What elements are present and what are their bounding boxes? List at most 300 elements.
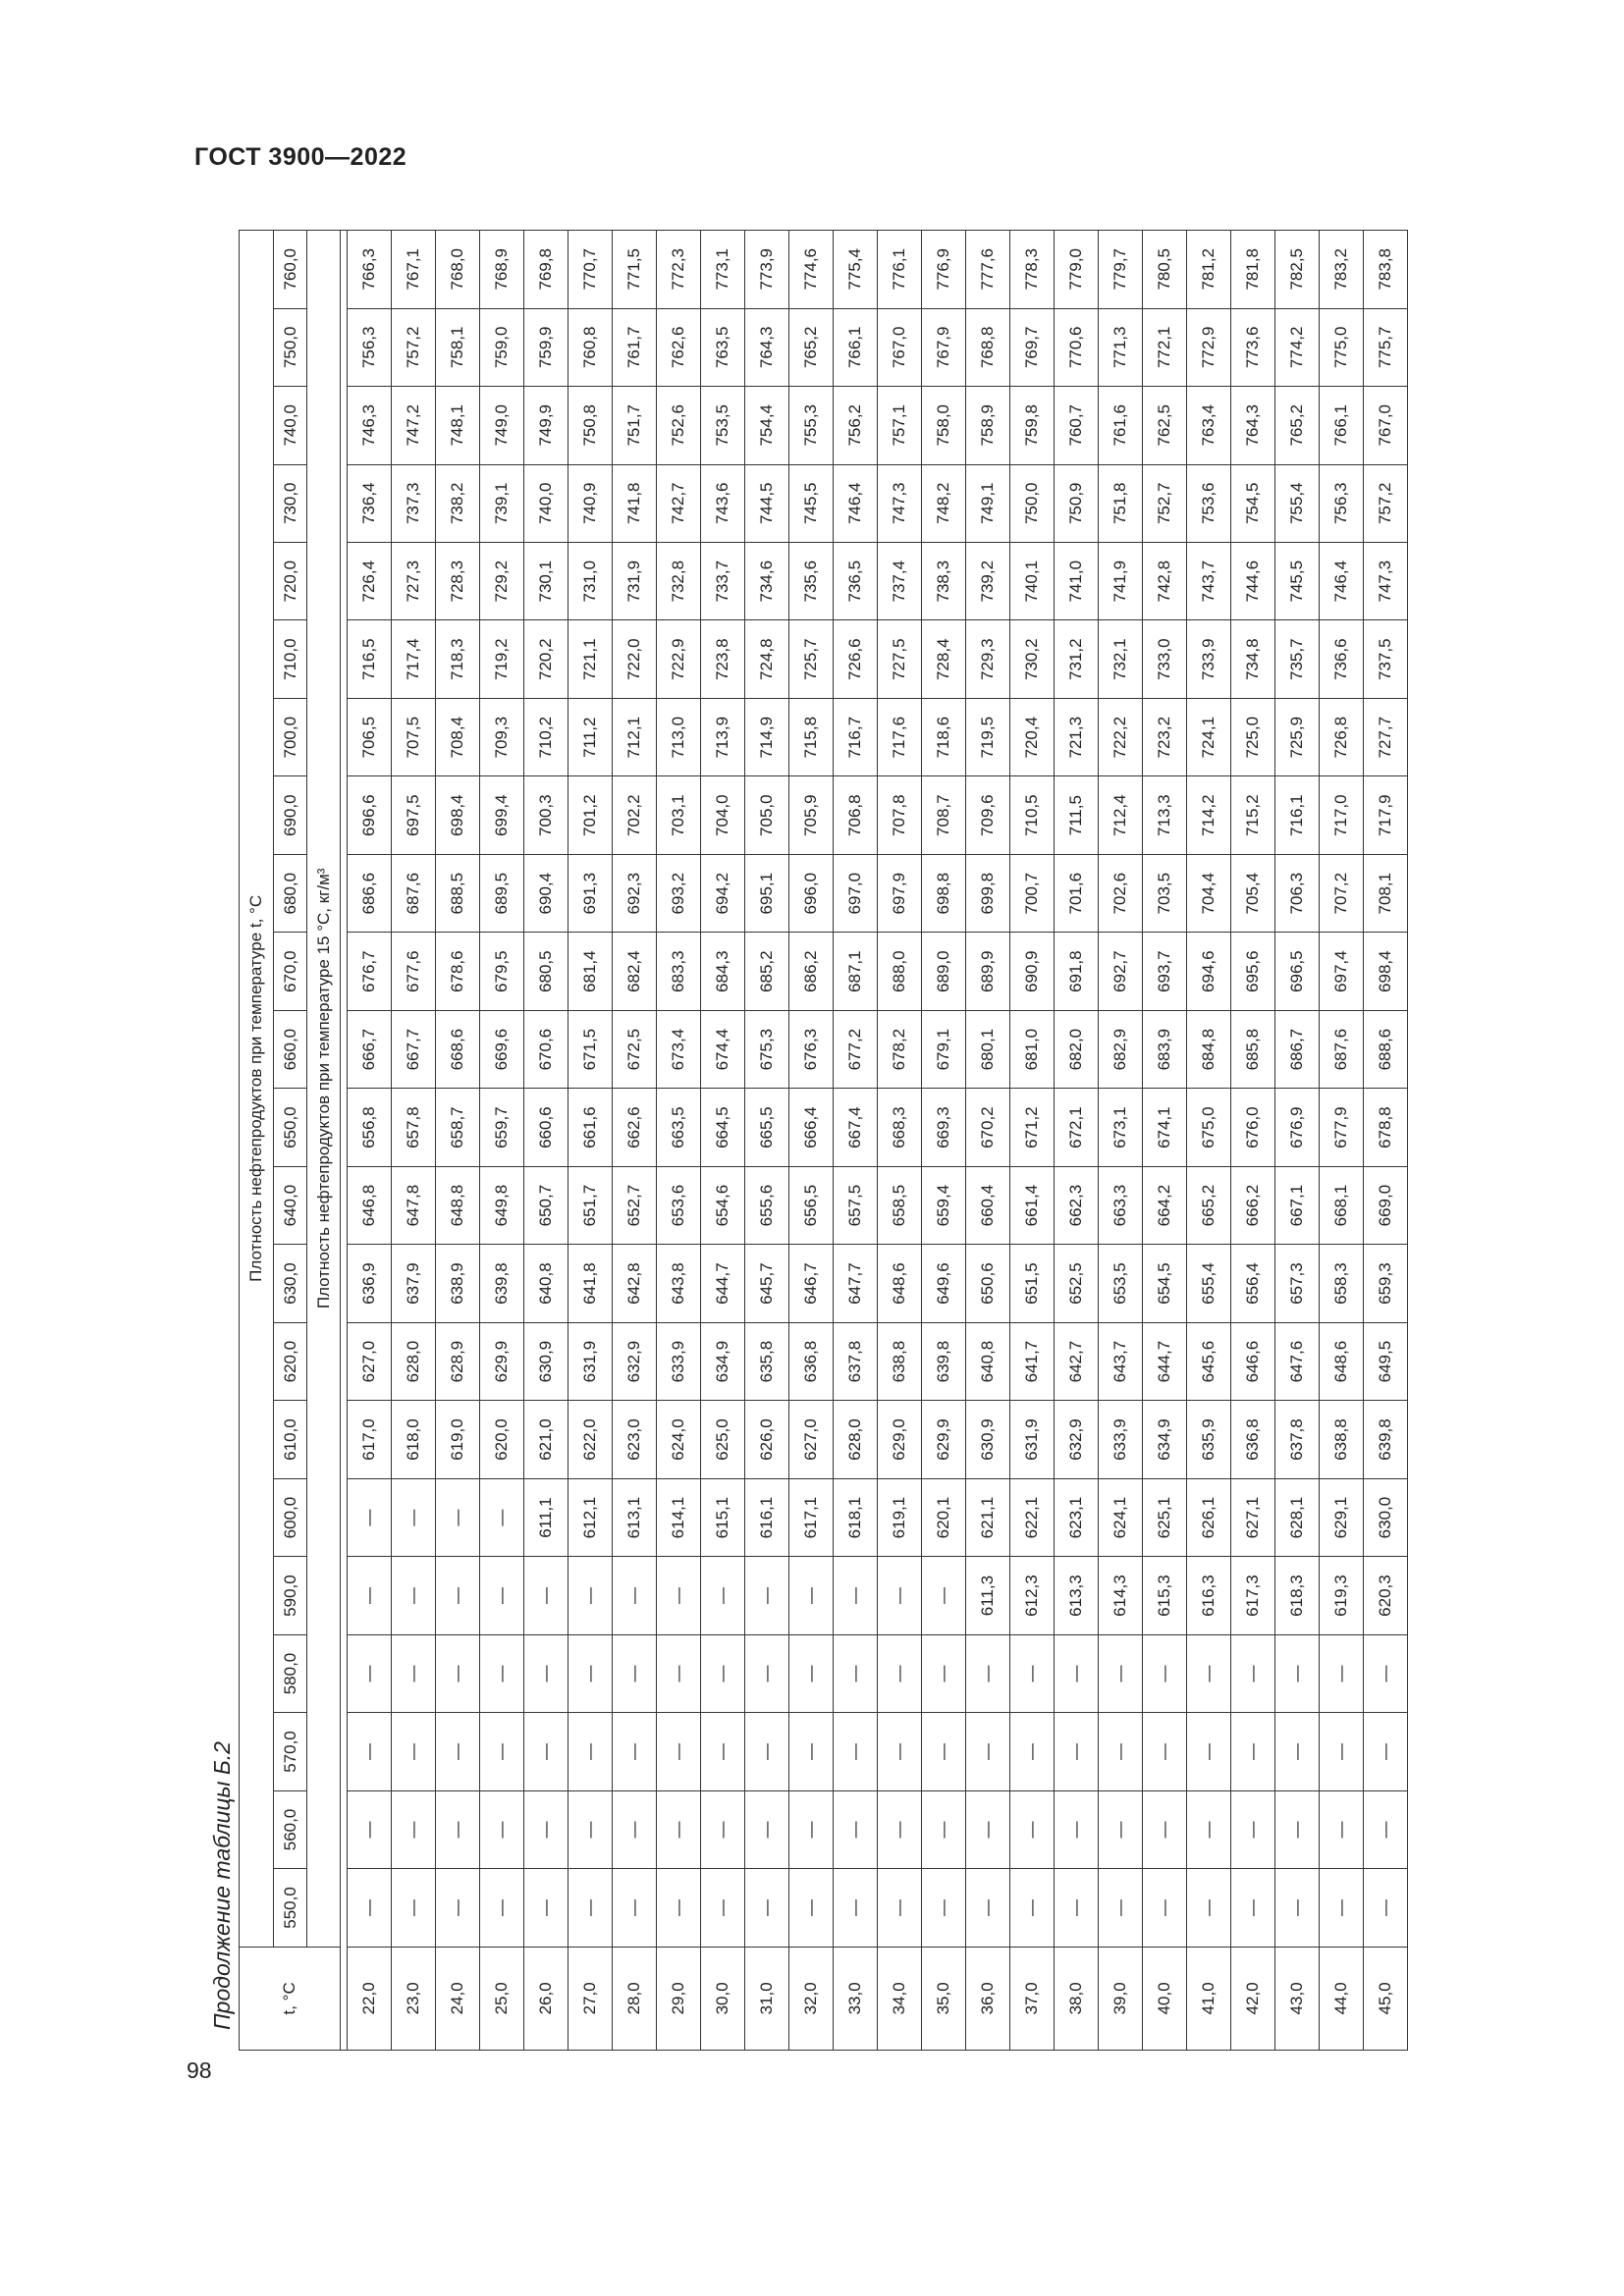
density-cell: 773,6 (1231, 308, 1275, 386)
density-cell: 699,8 (966, 854, 1010, 932)
density-cell: — (789, 1869, 834, 1947)
density-cell: — (966, 1790, 1010, 1868)
density-cell: 741,0 (1055, 543, 1099, 620)
density-cell: 634,9 (1143, 1401, 1187, 1478)
density-cell: 624,0 (657, 1401, 701, 1478)
density-cell: 731,9 (613, 543, 657, 620)
density-cell: 731,0 (568, 543, 613, 620)
density-cell: 678,6 (436, 933, 480, 1010)
density-cell: — (745, 1634, 789, 1712)
density-cell: 708,7 (922, 776, 966, 854)
density-cell: 656,8 (348, 1089, 392, 1166)
density-cell: — (436, 1634, 480, 1712)
density-cell: 646,8 (348, 1166, 392, 1244)
density-cell: 667,1 (1275, 1166, 1320, 1244)
density-cell: 644,7 (1143, 1322, 1187, 1400)
column-header: 660,0 (274, 1010, 307, 1088)
temperature-cell: 40,0 (1143, 1947, 1187, 2050)
density-cell: 691,3 (568, 854, 613, 932)
density-cell: 660,6 (524, 1089, 568, 1166)
density-cell: 669,3 (922, 1089, 966, 1166)
density-cell: 657,3 (1275, 1245, 1320, 1322)
density-cell: 658,5 (878, 1166, 922, 1244)
density-cell: 707,2 (1320, 854, 1364, 932)
table-row (480, 231, 524, 2051)
density-cell: 660,4 (966, 1166, 1010, 1244)
density-cell: 751,8 (1099, 464, 1143, 542)
temperature-cell: 36,0 (966, 1947, 1010, 2050)
density-cell: 663,5 (657, 1089, 701, 1166)
density-cell: 738,3 (922, 543, 966, 620)
temperature-cell: 37,0 (1010, 1947, 1055, 2050)
density-cell: 682,0 (1055, 1010, 1099, 1088)
density-cell: — (348, 1713, 392, 1790)
density-cell: — (922, 1790, 966, 1868)
density-cell: — (789, 1557, 834, 1634)
density-cell: 736,6 (1320, 620, 1364, 698)
density-cell: 779,7 (1099, 231, 1143, 309)
density-cell: — (1143, 1634, 1187, 1712)
table-row (436, 231, 480, 2051)
density-cell: 754,5 (1231, 464, 1275, 542)
density-cell: 717,6 (878, 698, 922, 775)
density-cell: — (1099, 1713, 1143, 1790)
density-cell: 702,6 (1099, 854, 1143, 932)
density-cell: 626,0 (745, 1401, 789, 1478)
density-cell: — (878, 1713, 922, 1790)
density-cell: 759,0 (480, 308, 524, 386)
density-cell: — (348, 1634, 392, 1712)
density-cell: 636,8 (789, 1322, 834, 1400)
density-cell: 680,5 (524, 933, 568, 1010)
column-header: 620,0 (274, 1322, 307, 1400)
density-cell: — (1187, 1634, 1231, 1712)
rotated-table-area (201, 230, 1460, 2051)
density-cell: — (1320, 1634, 1364, 1712)
temperature-cell: 25,0 (480, 1947, 524, 2050)
density-cell: 637,8 (834, 1322, 878, 1400)
density-cell: 678,8 (1364, 1089, 1408, 1166)
temperature-cell: 34,0 (878, 1947, 922, 2050)
density-cell: 691,8 (1055, 933, 1099, 1010)
density-cell: 643,7 (1099, 1322, 1143, 1400)
density-cell: 703,5 (1143, 854, 1187, 932)
density-cell: 758,9 (966, 387, 1010, 464)
density-cell: 614,3 (1099, 1557, 1143, 1634)
density-cell: — (745, 1557, 789, 1634)
density-cell: 740,9 (568, 464, 613, 542)
density-cell: 667,4 (834, 1089, 878, 1166)
density-cell: — (613, 1557, 657, 1634)
density-cell: 687,6 (392, 854, 436, 932)
density-cell: 714,9 (745, 698, 789, 775)
density-cell: 620,1 (922, 1478, 966, 1556)
density-cell: 757,2 (1364, 464, 1408, 542)
density-cell: 645,6 (1187, 1322, 1231, 1400)
density-cell: — (1187, 1713, 1231, 1790)
density-cell: — (1187, 1869, 1231, 1947)
density-cell: 665,5 (745, 1089, 789, 1166)
density-cell: 676,0 (1231, 1089, 1275, 1166)
density-cell: 737,4 (878, 543, 922, 620)
density-cell: 617,0 (348, 1401, 392, 1478)
density-cell: 673,1 (1099, 1089, 1143, 1166)
density-cell: — (1364, 1634, 1408, 1712)
density-cell: — (524, 1713, 568, 1790)
density-cell: 694,6 (1187, 933, 1231, 1010)
density-cell: 708,1 (1364, 854, 1408, 932)
density-cell: 697,4 (1320, 933, 1364, 1010)
density-cell: 762,6 (657, 308, 701, 386)
density-cell: 667,7 (392, 1010, 436, 1088)
density-cell: 617,3 (1231, 1557, 1275, 1634)
density-cell: — (1099, 1790, 1143, 1868)
density-cell: 676,3 (789, 1010, 834, 1088)
density-cell: — (524, 1869, 568, 1947)
document-header: ГОСТ 3900—2022 (194, 143, 407, 171)
density-cell: 755,3 (789, 387, 834, 464)
density-cell: 629,0 (878, 1401, 922, 1478)
density-cell: 759,9 (524, 308, 568, 386)
density-cell: 640,8 (966, 1322, 1010, 1400)
density-cell: 732,8 (657, 543, 701, 620)
density-cell: 760,8 (568, 308, 613, 386)
density-cell: 774,2 (1275, 308, 1320, 386)
density-cell: 726,8 (1320, 698, 1364, 775)
density-cell: 749,0 (480, 387, 524, 464)
density-cell: 677,2 (834, 1010, 878, 1088)
density-cell: 619,0 (436, 1401, 480, 1478)
table-row (1055, 231, 1099, 2051)
density-cell: 638,9 (436, 1245, 480, 1322)
density-cell: 650,7 (524, 1166, 568, 1244)
density-cell: 623,1 (1055, 1478, 1099, 1556)
density-cell: 735,7 (1275, 620, 1320, 698)
temperature-cell: 31,0 (745, 1947, 789, 2050)
density-cell: 628,9 (436, 1322, 480, 1400)
density-cell: 648,6 (1320, 1322, 1364, 1400)
density-cell: — (657, 1557, 701, 1634)
density-cell: 709,3 (480, 698, 524, 775)
density-cell: — (789, 1713, 834, 1790)
density-cell: 639,8 (922, 1322, 966, 1400)
density-cell: — (392, 1713, 436, 1790)
density-cell: 757,1 (878, 387, 922, 464)
density-cell: 673,4 (657, 1010, 701, 1088)
density-cell: 733,7 (701, 543, 745, 620)
density-cell: — (613, 1713, 657, 1790)
density-cell: 708,4 (436, 698, 480, 775)
table-row (1099, 231, 1143, 2051)
density-cell: 758,1 (436, 308, 480, 386)
density-cell: — (878, 1634, 922, 1712)
density-cell: 771,5 (613, 231, 657, 309)
density-cell: — (568, 1634, 613, 1712)
density-cell: — (657, 1869, 701, 1947)
density-cell: — (878, 1869, 922, 1947)
density-cell: 690,9 (1010, 933, 1055, 1010)
density-cell: 718,3 (436, 620, 480, 698)
temperature-cell: 39,0 (1099, 1947, 1143, 2050)
density-cell: 621,0 (524, 1401, 568, 1478)
density-cell: 613,1 (613, 1478, 657, 1556)
density-cell: 653,5 (1099, 1245, 1143, 1322)
density-cell: 622,0 (568, 1401, 613, 1478)
density-cell: 737,3 (392, 464, 436, 542)
density-cell: 724,1 (1187, 698, 1231, 775)
density-cell: — (834, 1790, 878, 1868)
column-header: 630,0 (274, 1245, 307, 1322)
page-number: 98 (187, 2057, 212, 2083)
density-cell: 761,6 (1099, 387, 1143, 464)
density-cell: 739,2 (966, 543, 1010, 620)
density-cell: 628,1 (1275, 1478, 1320, 1556)
density-cell: — (392, 1790, 436, 1868)
density-cell: 654,5 (1143, 1245, 1187, 1322)
density-cell: 679,5 (480, 933, 524, 1010)
density-cell: 697,5 (392, 776, 436, 854)
temperature-cell: 23,0 (392, 1947, 436, 2050)
column-header: 740,0 (274, 387, 307, 464)
density-cell: 672,1 (1055, 1089, 1099, 1166)
density-cell: 742,7 (657, 464, 701, 542)
temperature-cell: 43,0 (1275, 1947, 1320, 2050)
density-cell: 687,1 (834, 933, 878, 1010)
density-cell: 756,3 (348, 308, 392, 386)
density-cell: 742,8 (1143, 543, 1187, 620)
density-cell: 684,8 (1187, 1010, 1231, 1088)
density-cell: 689,9 (966, 933, 1010, 1010)
density-cell: 693,7 (1143, 933, 1187, 1010)
density-cell: 750,8 (568, 387, 613, 464)
density-cell: 704,0 (701, 776, 745, 854)
density-cell: — (1055, 1869, 1099, 1947)
density-cell: 619,1 (878, 1478, 922, 1556)
table-row (1320, 231, 1364, 2051)
density-cell: 695,1 (745, 854, 789, 932)
density-cell: 634,9 (701, 1322, 745, 1400)
density-cell: 725,0 (1231, 698, 1275, 775)
density-cell: 715,8 (789, 698, 834, 775)
density-cell: 693,2 (657, 854, 701, 932)
density-cell: 728,4 (922, 620, 966, 698)
density-cell: 752,7 (1143, 464, 1187, 542)
density-cell: 720,2 (524, 620, 568, 698)
density-cell: — (1320, 1790, 1364, 1868)
density-cell: — (480, 1478, 524, 1556)
density-cell: 666,2 (1231, 1166, 1275, 1244)
density-cell: 753,5 (701, 387, 745, 464)
density-cell: 633,9 (657, 1322, 701, 1400)
density-cell: — (1364, 1869, 1408, 1947)
density-cell: 778,3 (1010, 231, 1055, 309)
density-cell: 746,4 (1320, 543, 1364, 620)
density-cell: 772,9 (1187, 308, 1231, 386)
density-cell: — (436, 1713, 480, 1790)
density-cell: 716,5 (348, 620, 392, 698)
density-cell: 773,1 (701, 231, 745, 309)
table-row (392, 231, 436, 2051)
density-cell: 711,5 (1055, 776, 1099, 854)
density-cell: 766,3 (348, 231, 392, 309)
density-cell: 719,2 (480, 620, 524, 698)
density-cell: 690,4 (524, 854, 568, 932)
density-cell: 717,4 (392, 620, 436, 698)
density-cell: 720,4 (1010, 698, 1055, 775)
density-cell: 740,1 (1010, 543, 1055, 620)
density-cell: 645,7 (745, 1245, 789, 1322)
density-cell: 733,9 (1187, 620, 1231, 698)
density-cell: — (348, 1869, 392, 1947)
density-cell: — (701, 1869, 745, 1947)
density-cell: — (789, 1634, 834, 1712)
density-cell: — (1143, 1713, 1187, 1790)
density-cell: 661,4 (1010, 1166, 1055, 1244)
density-cell: 612,3 (1010, 1557, 1055, 1634)
density-cell: 753,6 (1187, 464, 1231, 542)
density-cell: 657,8 (392, 1089, 436, 1166)
density-cell: 766,1 (834, 308, 878, 386)
density-cell: — (922, 1713, 966, 1790)
density-cell: 706,3 (1275, 854, 1320, 932)
density-cell: 749,1 (966, 464, 1010, 542)
density-cell: — (1010, 1869, 1055, 1947)
density-cell: 686,7 (1275, 1010, 1320, 1088)
density-cell: 651,7 (568, 1166, 613, 1244)
density-cell: 747,2 (392, 387, 436, 464)
density-cell: — (480, 1634, 524, 1712)
separator-cell (341, 231, 348, 2051)
column-header: 710,0 (274, 620, 307, 698)
density-cell: 698,4 (1364, 933, 1408, 1010)
density-cell: 706,5 (348, 698, 392, 775)
density-cell: 772,1 (1143, 308, 1187, 386)
density-cell: — (568, 1869, 613, 1947)
table-row (1275, 231, 1320, 2051)
table-row (878, 231, 922, 2051)
density-cell: 625,1 (1143, 1478, 1187, 1556)
density-cell: 734,8 (1231, 620, 1275, 698)
density-cell: 760,7 (1055, 387, 1099, 464)
density-cell: 781,2 (1187, 231, 1231, 309)
column-header: 610,0 (274, 1401, 307, 1478)
density-cell: 730,2 (1010, 620, 1055, 698)
density-cell: 768,8 (966, 308, 1010, 386)
density-cell: 613,3 (1055, 1557, 1099, 1634)
density-cell: 655,4 (1187, 1245, 1231, 1322)
temperature-cell: 45,0 (1364, 1947, 1408, 2050)
density-cell: 779,0 (1055, 231, 1099, 309)
density-cell: 767,1 (392, 231, 436, 309)
temperature-cell: 35,0 (922, 1947, 966, 2050)
density-cell: — (568, 1557, 613, 1634)
density-cell: — (392, 1557, 436, 1634)
density-cell: — (701, 1790, 745, 1868)
density-cell: — (701, 1634, 745, 1712)
density-cell: 723,2 (1143, 698, 1187, 775)
density-cell: 763,4 (1187, 387, 1231, 464)
density-cell: — (834, 1634, 878, 1712)
density-cell: 643,8 (657, 1245, 701, 1322)
density-cell: 761,7 (613, 308, 657, 386)
header-separator (341, 231, 348, 2051)
density-cell: 722,0 (613, 620, 657, 698)
density-cell: 705,4 (1231, 854, 1275, 932)
density-cell: 630,9 (966, 1401, 1010, 1478)
density-cell: — (1231, 1869, 1275, 1947)
density-cell: — (1364, 1713, 1408, 1790)
density-cell: 714,2 (1187, 776, 1231, 854)
density-cell: 745,5 (1275, 543, 1320, 620)
density-cell: — (480, 1557, 524, 1634)
density-cell: 751,7 (613, 387, 657, 464)
density-cell: 704,4 (1187, 854, 1231, 932)
column-header: 580,0 (274, 1634, 307, 1712)
density-cell: 662,3 (1055, 1166, 1099, 1244)
density-cell: 615,3 (1143, 1557, 1187, 1634)
density-cell: 666,7 (348, 1010, 392, 1088)
density-cell: 713,0 (657, 698, 701, 775)
density-cell: 658,3 (1320, 1245, 1364, 1322)
density-cell: 674,1 (1143, 1089, 1187, 1166)
density-cell: 729,3 (966, 620, 1010, 698)
column-header: 600,0 (274, 1478, 307, 1556)
density-cell: 683,3 (657, 933, 701, 1010)
density-cell: 647,7 (834, 1245, 878, 1322)
density-cell: 632,9 (1055, 1401, 1099, 1478)
density-cell: 780,5 (1143, 231, 1187, 309)
density-cell: 733,0 (1143, 620, 1187, 698)
density-cell: 719,5 (966, 698, 1010, 775)
density-cell: 762,5 (1143, 387, 1187, 464)
density-cell: 647,8 (392, 1166, 436, 1244)
density-cell: 625,0 (701, 1401, 745, 1478)
density-cell: 659,7 (480, 1089, 524, 1166)
density-cell: 736,4 (348, 464, 392, 542)
density-cell: 713,9 (701, 698, 745, 775)
density-cell: 611,3 (966, 1557, 1010, 1634)
table-row (1010, 231, 1055, 2051)
density-cell: 685,8 (1231, 1010, 1275, 1088)
group-header: Плотность нефтепродуктов при температуре t, °C (240, 231, 274, 1948)
density-cell: 655,6 (745, 1166, 789, 1244)
density-cell: — (1320, 1713, 1364, 1790)
density-cell: 725,7 (789, 620, 834, 698)
density-cell: 739,1 (480, 464, 524, 542)
density-cell: 642,7 (1055, 1322, 1099, 1400)
table-caption: Продолжение таблицы Б.2 (209, 1741, 235, 2030)
density-cell: 682,4 (613, 933, 657, 1010)
column-header: 670,0 (274, 933, 307, 1010)
density-cell: 763,5 (701, 308, 745, 386)
density-cell: 688,6 (1364, 1010, 1408, 1088)
density-cell: 638,8 (878, 1322, 922, 1400)
density-cell: 676,7 (348, 933, 392, 1010)
density-cell: 648,8 (436, 1166, 480, 1244)
density-cell: — (524, 1557, 568, 1634)
density-cell: 730,1 (524, 543, 568, 620)
density-cell: 756,3 (1320, 464, 1364, 542)
density-cell: 740,0 (524, 464, 568, 542)
table-row (1187, 231, 1231, 2051)
density-cell: — (568, 1790, 613, 1868)
density-cell: 646,6 (1231, 1322, 1275, 1400)
temperature-cell: 41,0 (1187, 1947, 1231, 2050)
density-cell: 748,1 (436, 387, 480, 464)
density-cell: 624,1 (1099, 1478, 1143, 1556)
density-cell: 747,3 (878, 464, 922, 542)
density-cell: 716,7 (834, 698, 878, 775)
